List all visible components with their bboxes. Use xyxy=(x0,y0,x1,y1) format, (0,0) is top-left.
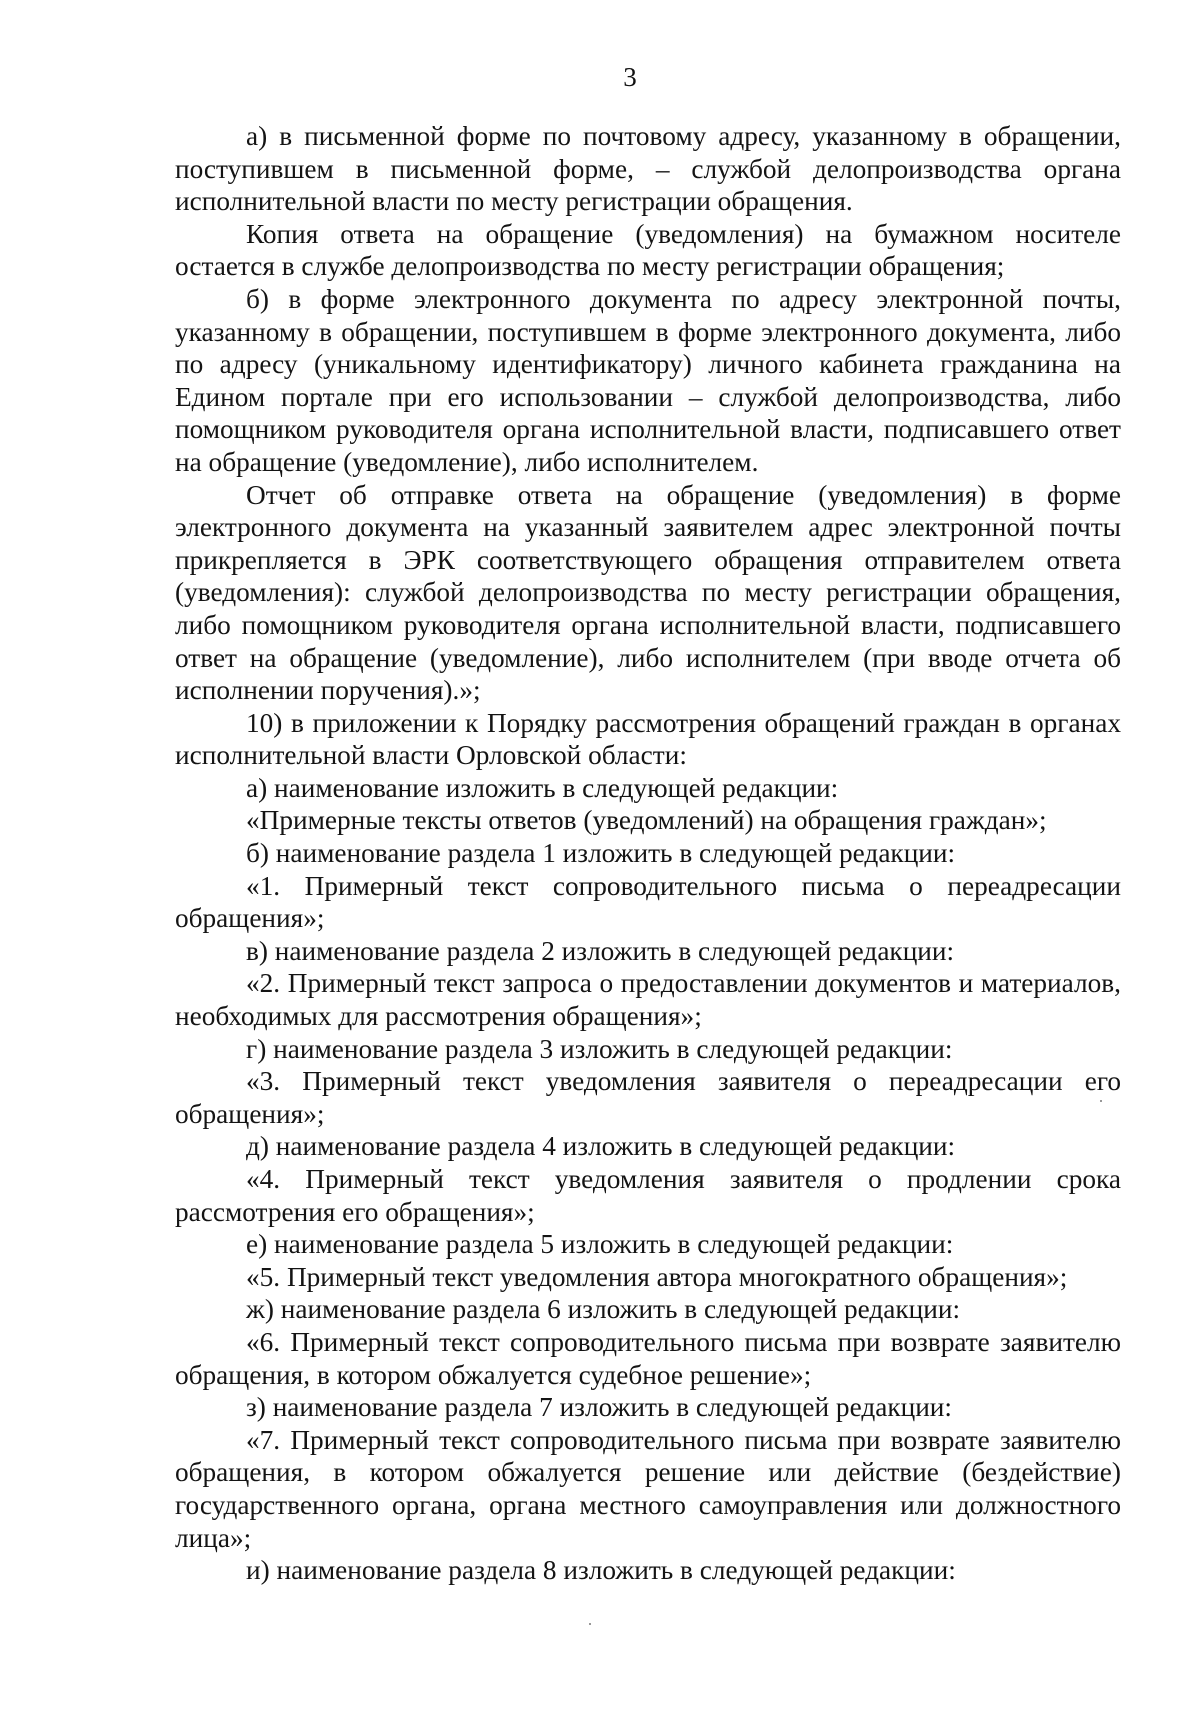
paragraph: «Примерные тексты ответов (уведомлений) на обращения граждан»; xyxy=(246,805,1047,836)
paragraph: б) в форме электронного документа по адресу электронной почты, указанному в обращении, поступившем в форме электронного документа, либо по адресу (уникальному идентификатору) личного кабинета гражданина на Едином портале при его использовании – службой делопроизводства, либо помощником руководителя органа исполнительной власти, подписавшего ответ на обращение (уведомление), либо исполнителем. xyxy=(175,283,1121,477)
paragraph: а) в письменной форме по почтовому адресу, указанному в обращении, поступившем в письменной форме, – службой делопроизводства органа исполнительной власти по месту регистрации обращения. xyxy=(175,121,1121,217)
scan-speck xyxy=(1100,1100,1102,1102)
paragraph: и) наименование раздела 8 изложить в следующей редакции: xyxy=(246,1555,956,1586)
paragraph: ж) наименование раздела 6 изложить в следующей редакции: xyxy=(246,1294,961,1325)
paragraph: «3. Примерный текст уведомления заявителя о переадресации его обращения»; xyxy=(175,1066,1121,1129)
paragraph: в) наименование раздела 2 изложить в следующей редакции: xyxy=(246,935,955,966)
scan-speck xyxy=(589,1623,591,1625)
paragraph: Копия ответа на обращение (уведомления) на бумажном носителе остается в службе делопроизводства по месту регистрации обращения; xyxy=(175,218,1121,282)
paragraph: 10) в приложении к Порядку рассмотрения обращений граждан в органах исполнительной власти Орловской области: xyxy=(175,707,1121,771)
paragraph: б) наименование раздела 1 изложить в следующей редакции: xyxy=(246,838,956,869)
paragraph: «6. Примерный текст сопроводительного письма при возврате заявителю обращения, в котором обжалуется судебное решение»; xyxy=(175,1326,1121,1390)
paragraph: а) наименование изложить в следующей редакции: xyxy=(246,772,839,803)
paragraph: «1. Примерный текст сопроводительного письма о переадресации обращения»; xyxy=(175,870,1121,934)
paragraph: «2. Примерный текст запроса о предоставлении документов и материалов, необходимых для рассмотрения обращения»; xyxy=(175,968,1121,1032)
paragraph: з) наименование раздела 7 изложить в следующей редакции: xyxy=(246,1392,952,1423)
document-body xyxy=(175,120,1121,1587)
paragraph: е) наименование раздела 5 изложить в следующей редакции: xyxy=(246,1229,954,1260)
paragraph: «4. Примерный текст уведомления заявителя о продлении срока рассмотрения его обращения»; xyxy=(175,1164,1121,1227)
paragraph: Отчет об отправке ответа на обращение (уведомления) в форме электронного документа на указанный заявителем адрес электронной почты прикрепляется в ЭРК соответствующего обращения отправителем ответа (уведомления): службой делопроизводства по месту регистрации обращения, либо помощником руководителя органа исполнительной власти, подписавшего ответ на обращение (уведомление), либо исполнителем (при вводе отчета об исполнении поручения).»; xyxy=(175,479,1121,706)
paragraph: «5. Примерный текст уведомления автора многократного обращения»; xyxy=(246,1261,1068,1292)
paragraph: «7. Примерный текст сопроводительного письма при возврате заявителю обращения, в котором обжалуется решение или действие (бездействие) государственного органа, органа местного самоуправления или должностного лица»; xyxy=(175,1424,1121,1553)
paragraph: г) наименование раздела 3 изложить в следующей редакции: xyxy=(246,1033,953,1064)
paragraph: д) наименование раздела 4 изложить в следующей редакции: xyxy=(246,1131,956,1162)
page-number: 3 xyxy=(623,62,637,92)
